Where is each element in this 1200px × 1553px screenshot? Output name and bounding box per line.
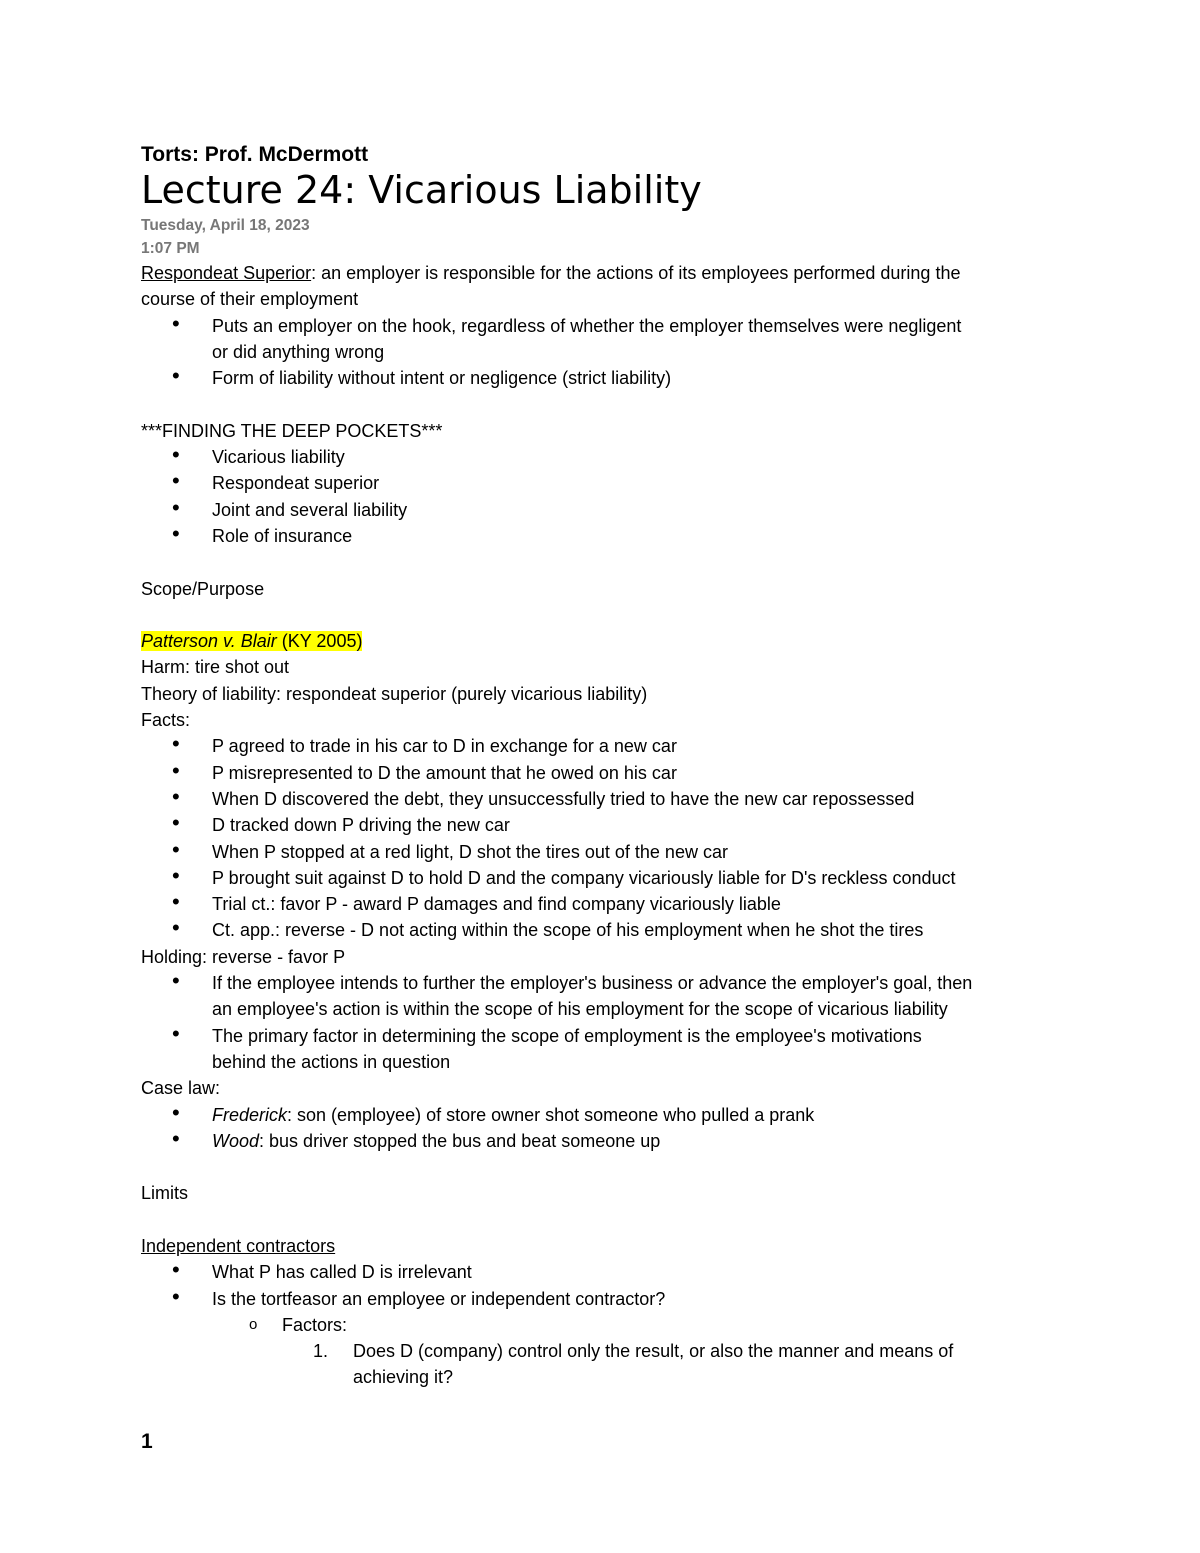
respondeat-bullets [141, 313, 1081, 392]
facts-label: Facts: [141, 710, 191, 731]
case-citation: (KY 2005) [276, 631, 363, 652]
note-date: Tuesday, April 18, 2023 [141, 217, 310, 234]
page-number: 1 [141, 1430, 153, 1453]
list-item: • Puts an employer on the hook, regardless of whether the employer themselves were negligent or did anything wrong [141, 313, 1081, 366]
facts-list [141, 733, 1081, 943]
limits-heading: Limits [141, 1183, 189, 1204]
numbered-item: 1. Does D (company) control only the result, or also the manner and means of achieving it? [313, 1341, 954, 1388]
contractors-list [141, 1259, 1081, 1390]
contractors-heading: Independent contractors [141, 1235, 336, 1256]
sub-list-item: o Factors: [141, 1312, 1081, 1338]
list-item: • Joint and several liability [141, 497, 1081, 523]
deep-pockets-list [141, 444, 1081, 549]
list-item: • Wood: bus driver stopped the bus and beat someone up [141, 1128, 1081, 1154]
case-theory: Theory of liability: respondeat superior (purely vicarious liability) [141, 683, 648, 704]
caselaw-label: Case law: [141, 1078, 221, 1099]
case-heading [141, 628, 1081, 654]
case-name: Patterson v. Blair [141, 631, 277, 652]
note-time: 1:07 PM [141, 240, 200, 257]
scope-heading: Scope/Purpose [141, 578, 265, 599]
list-item: • Form of liability without intent or negligence (strict liability) [141, 365, 1081, 391]
holding-label: Holding: reverse - favor P [141, 946, 346, 967]
course-heading: Torts: Prof. McDermott [141, 143, 369, 166]
respondeat-term: Respondeat Superior [141, 263, 312, 283]
list-item: • P brought suit against D to hold D and the company vicariously liable for D's reckless conduct [141, 865, 1081, 891]
list-item: • Trial ct.: favor P - award P damages and find company vicariously liable [141, 891, 1081, 917]
holding-list [141, 970, 1081, 1075]
page-title: Lecture 24: Vicarious Liability [141, 168, 702, 212]
respondeat-definition-line1: Respondeat Superior: an employer is responsible for the actions of its employees performed during the [141, 263, 961, 283]
caselaw-list [141, 1102, 1081, 1155]
list-item: • Role of insurance [141, 523, 1081, 549]
list-item: • When D discovered the debt, they unsuccessfully tried to have the new car repossessed [141, 786, 1081, 812]
list-item: • If the employee intends to further the employer's business or advance the employer's goal, then an employee's action is within the scope of his employment for the scope of vicarious liability [141, 970, 1081, 1023]
document-page [141, 140, 1081, 1391]
deep-pockets-heading: ***FINDING THE DEEP POCKETS*** [141, 420, 443, 441]
respondeat-definition-line2: course of their employment [141, 289, 359, 310]
list-item: • Is the tortfeasor an employee or independent contractor? [141, 1286, 1081, 1312]
list-item: • Ct. app.: reverse - D not acting within the scope of his employment when he shot the tires [141, 917, 1081, 943]
list-item: • P agreed to trade in his car to D in exchange for a new car [141, 733, 1081, 759]
list-item: • Frederick: son (employee) of store owner shot someone who pulled a prank [141, 1102, 1081, 1128]
list-item: • The primary factor in determining the scope of employment is the employee's motivations behind the actions in question [141, 1023, 1081, 1076]
list-item: • D tracked down P driving the new car [141, 812, 1081, 838]
list-item: • Respondeat superior [141, 470, 1081, 496]
list-item: • What P has called D is irrelevant [141, 1259, 1081, 1285]
case-harm: Harm: tire shot out [141, 657, 290, 678]
list-item: • Vicarious liability [141, 444, 1081, 470]
list-item: • When P stopped at a red light, D shot the tires out of the new car [141, 839, 1081, 865]
list-item: • P misrepresented to D the amount that he owed on his car [141, 760, 1081, 786]
